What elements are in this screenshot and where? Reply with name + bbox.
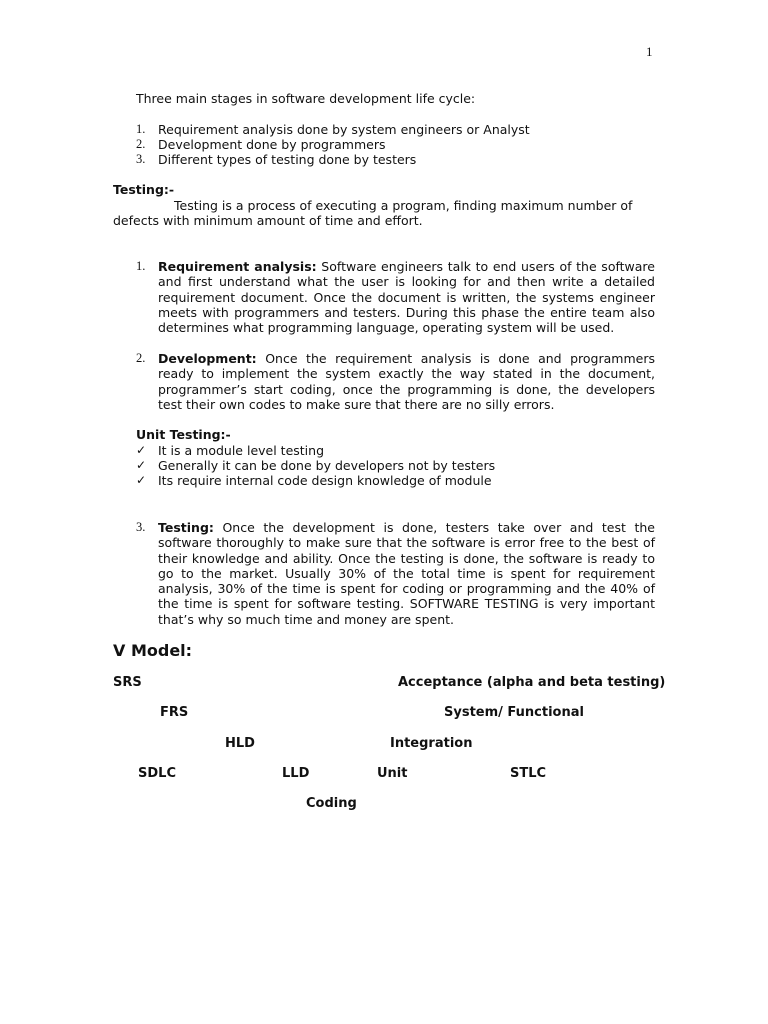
checkmark-icon: ✓ (136, 458, 147, 472)
detail-body: Software engineers talk to end users of the software and first understand what the user is looking for and then write a detailed requirement document. Once the document is written, the systems engineer meets with programmers and testers. During this phase the entire team also determines what programming language, operating system will be used. (158, 259, 655, 336)
detail-development (158, 351, 655, 412)
unit-testing-item: Its require internal code design knowledge of module (158, 473, 492, 488)
v-model-acceptance: Acceptance (alpha and beta testing) (398, 675, 666, 690)
unit-testing-item: Generally it can be done by developers not by testers (158, 458, 496, 473)
stage-text: Requirement analysis done by system engineers or Analyst (158, 122, 530, 137)
stage-number: 2. (136, 137, 146, 151)
testing-definition-line1: Testing is a process of executing a program, finding maximum number of (174, 198, 633, 213)
stage-number: 3. (136, 152, 146, 166)
v-model-coding: Coding (306, 796, 357, 811)
v-model-heading: V Model: (113, 641, 193, 660)
stage-text: Development done by programmers (158, 137, 386, 152)
detail-term: Testing: (158, 520, 214, 535)
stage-number: 1. (136, 122, 146, 136)
v-model-sdlc: SDLC (138, 766, 176, 781)
detail-number: 3. (136, 520, 146, 534)
v-model-frs: FRS (160, 705, 189, 720)
intro-text: Three main stages in software development life cycle: (136, 91, 476, 106)
v-model-integration: Integration (390, 736, 473, 751)
detail-requirement-analysis (158, 259, 655, 335)
checkmark-icon: ✓ (136, 443, 147, 457)
v-model-hld: HLD (225, 736, 255, 751)
v-model-lld: LLD (282, 766, 310, 781)
testing-heading: Testing:- (113, 182, 175, 197)
detail-term: Requirement analysis: (158, 259, 317, 274)
v-model-unit: Unit (377, 766, 408, 781)
testing-definition-line2: defects with minimum amount of time and effort. (113, 213, 423, 228)
detail-body: Once the requirement analysis is done and programmers ready to implement the system exactly the way stated in the document, programmer’s start coding, once the programming is done, the developers test their own codes to make sure that there are no silly errors. (158, 351, 655, 412)
detail-term: Development: (158, 351, 257, 366)
checkmark-icon: ✓ (136, 473, 147, 487)
v-model-stlc: STLC (510, 766, 547, 781)
detail-testing (158, 520, 655, 627)
stage-text: Different types of testing done by testers (158, 152, 417, 167)
detail-number: 2. (136, 351, 146, 365)
v-model-system: System/ Functional (444, 705, 584, 720)
v-model-srs: SRS (113, 675, 142, 690)
unit-testing-item: It is a module level testing (158, 443, 325, 458)
page-number: 1 (646, 44, 653, 59)
detail-number: 1. (136, 259, 146, 273)
unit-testing-heading: Unit Testing:- (136, 427, 231, 442)
detail-body: Once the development is done, testers take over and test the software thoroughly to make sure that the software is error free to the best of their knowledge and ability. Once the testing is done, the software is ready to go to the market. Usually 30% of the total time is spent for requirement analysis, 30% of the time is spent for coding or programming and the 40% of the time is spent for software testing. SOFTWARE TESTING is very important that’s why so much time and money are spent. (158, 520, 655, 627)
